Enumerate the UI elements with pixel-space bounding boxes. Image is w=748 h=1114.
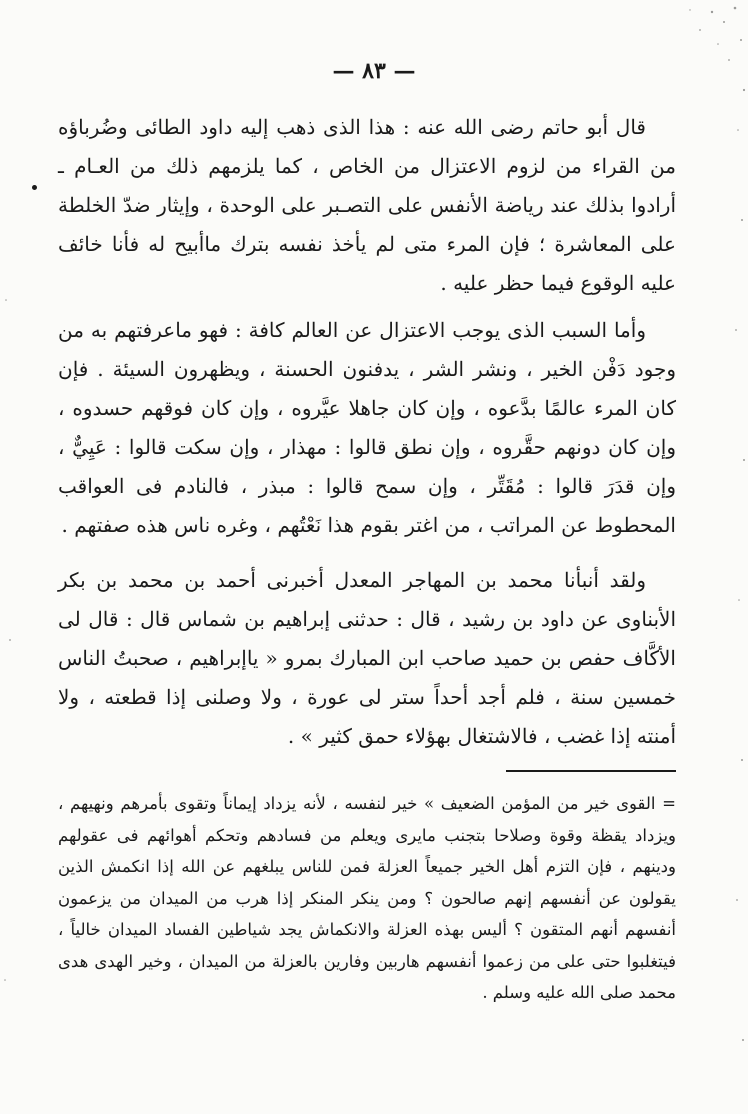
paragraph-text: قال أبو حاتم رضى الله عنه : هذا الذى ذهب إليه داود الطائى وضُرباؤه من القراء من لزوم الاعتزال من الخاص ، كما يلزمهم ذلك من العـام ـ أرادوا بذلك عند رياضة الأنفس على التصـبر على الوحدة ، وإيثار ضدّ الخلطة على المعاشرة ؛ فإن المرء متى لم يأخذ نفسه بترك ماأبيح له فأنا خائف عليه الوقوع فيما حظر عليه .: [58, 115, 676, 295]
footnote: [58, 788, 676, 1009]
paragraph-2: [58, 311, 676, 545]
paragraph-3: [58, 561, 676, 756]
paragraph-text: وأما السبب الذى يوجب الاعتزال عن العالم كافة : فهو ماعرفتهم به من وجود دَفْن الخير ، ونشر الشر ، يدفنون الحسنة ، ويظهرون السيئة . فإن كان المرء عالمًا بدَّعوه ، وإن كان جاهلا عيَّروه ، وإن كان فوقهم حسدوه ، وإن كان دونهم حقَّروه ، وإن نطق قالوا : مهذار ، وإن سكت قالوا : عَيِيٌّ ، وإن قدَرَ قالوا : مُقَتِّر ، وإن سمح قالوا : مبذر ، فالنادم فى العواقب المحطوط عن المراتب ، من اغتر بقوم هذا نَعْتُهم ، وغره ناس هذه صفتهم .: [58, 318, 676, 537]
footnote-divider: [506, 770, 676, 772]
paragraph-1: [58, 108, 676, 303]
footnote-text: = القوى خير من المؤمن الضعيف » خير لنفسه ، لأنه يزداد إيماناً وتقوى بأمرهم ونهيهم ، ويزداد يقظة وقوة وصلاحا بتجنب مايرى ويعلم من فسادهم وتحكم أهوائهم فى عقولهم ودينهم ، فإن التزم أهل الخير جميعاً العزلة فمن للناس يبلغهم عن الله إذا انكمش الذين يقولون عن أنفسهم إنهم صالحون ؟ ومن ينكر المنكر إذا هرب من الميدان من يزعمون أنفسهم أنهم المتقون ؟ أليس بهذه العزلة والانكماش يجد شياطين الفساد الميدان خالياً ، فيتغلبوا حتى على من زعموا أنفسهم هاربين وفارين بالعزلة من الميدان ، وخير الهدى هدى محمد صلى الله عليه وسلم .: [58, 794, 676, 1002]
ink-dot: [32, 185, 37, 190]
page-number: — ٨٣ —: [332, 58, 416, 84]
paragraph-text: ولقد أنبأنا محمد بن المهاجر المعدل أخبرنى أحمد بن محمد بن بكر الأبناوى عن داود بن رشيد ، قال : حدثنى إبراهيم بن شماس قال : قال لى الأكَّاف حفص بن حميد صاحب ابن المبارك بمرو « ياإبراهيم ، صحبتُ الناس خمسين سنة ، فلم أجد أحداً ستر لى عورة ، ولا وصلنى إذا قطعته ، ولا أمنته إذا غضب ، فالاشتغال بهؤلاء حمق كثير » .: [58, 568, 676, 748]
